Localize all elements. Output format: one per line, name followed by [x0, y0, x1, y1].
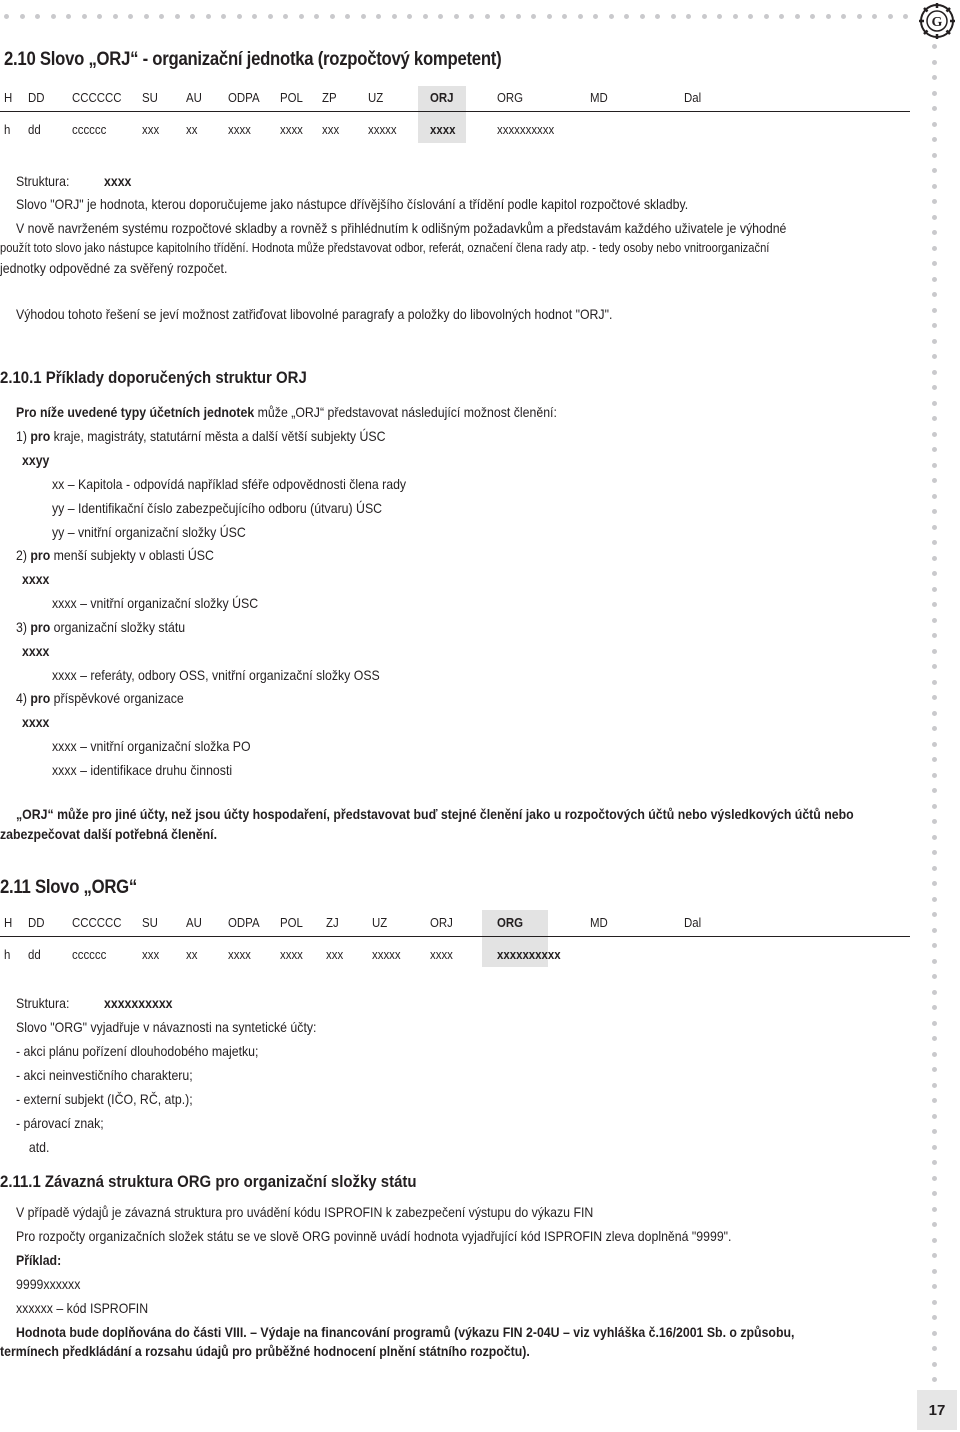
example-item-2: 2) pro menší subjekty v oblasti ÚSC: [16, 547, 214, 563]
structure-label: Struktura:: [16, 173, 70, 189]
paragraph-system-line3: jednotky odpovědné za svěřený rozpočet.: [0, 260, 228, 276]
table-cell: POL: [280, 915, 303, 930]
paragraph-orj-definition: Slovo "ORJ" je hodnota, kterou doporučujeme jako nástupce dřívějšího číslování a třídění podle kapitol rozpočtové skladby.: [16, 196, 689, 212]
isprofin-line1: V případě výdajů je závazná struktura pro uvádění kódu ISPROFIN k zabezpečení výstupu do výkazu FIN: [16, 1204, 594, 1220]
table-cell: MD: [590, 915, 608, 930]
table-cell: ODPA: [228, 915, 260, 930]
table-cell: h: [4, 122, 11, 137]
table-cell: UZ: [372, 915, 388, 930]
example-item-4: 4) pro příspěvkové organizace: [16, 690, 184, 706]
table-cell: ORG: [497, 90, 524, 105]
table-cell: dd: [28, 122, 41, 137]
table-cell: CCCCCC: [72, 90, 122, 105]
top-dotted-border: [0, 0, 915, 40]
structure-value: xxxx: [104, 173, 132, 189]
table-cell: xxxx: [430, 947, 453, 962]
example-desc: xxxxxx – kód ISPROFIN: [16, 1300, 149, 1316]
table-cell: Dal: [684, 915, 702, 930]
table-cell: SU: [142, 90, 158, 105]
example-code-2: xxxx: [22, 571, 50, 587]
paragraph-system-line1: V nově navrženém systému rozpočtové skladby a rovněž s přihlédnutím k odlišným požadavkům a představám každého uživatele je výhodné: [16, 220, 787, 236]
final-note-line1: Hodnota bude doplňována do části VIII. – Výdaje na financování programů (výkazu FIN 2-04U – viz vyhláška č.16/2001 Sb. o způsobu,: [16, 1324, 795, 1340]
table-cell: xxxx: [228, 122, 251, 137]
table-cell: ZJ: [326, 915, 339, 930]
org-bullet: - externí subjekt (IČO, RČ, atp.);: [16, 1091, 193, 1107]
example-detail: yy – Identifikační číslo zabezpečujícího odboru (útvaru) ÚSC: [52, 500, 383, 516]
table-rule: [0, 936, 910, 937]
table-cell: xxxx: [430, 122, 456, 137]
example-code-1: xxyy: [22, 452, 50, 468]
section-title-2-11-1: 2.11.1 Závazná struktura ORG pro organizační složky státu: [0, 1172, 417, 1191]
example-label: Příklad:: [16, 1252, 62, 1268]
example-item-3: 3) pro organizační složky státu: [16, 619, 186, 635]
table-cell: xxxxx: [368, 122, 397, 137]
table-cell: DD: [28, 915, 45, 930]
table-cell: xxx: [326, 947, 344, 962]
table-cell: xxxx: [228, 947, 251, 962]
example-detail: xxxx – identifikace druhu činnosti: [52, 762, 233, 778]
table-cell: ORJ: [430, 90, 454, 105]
table-cell: xxx: [142, 122, 160, 137]
table-cell: H: [4, 915, 13, 930]
table-cell: AU: [186, 90, 202, 105]
orj-note-line2: zabezpečovat další potřebná členění.: [0, 826, 218, 842]
structure-label: Struktura:: [16, 995, 70, 1011]
section-title-2-10-1: 2.10.1 Příklady doporučených struktur ORJ: [0, 368, 307, 387]
section-title-2-11: 2.11 Slovo „ORG“: [0, 877, 138, 898]
example-code-3: xxxx: [22, 643, 50, 659]
org-intro: Slovo "ORG" vyjadřuje v návaznosti na syntetické účty:: [16, 1019, 317, 1035]
example-item-1: 1) pro kraje, magistráty, statutární města a další větší subjekty ÚSC: [16, 428, 386, 444]
table-cell: POL: [280, 90, 303, 105]
table-cell: ZP: [322, 90, 337, 105]
table-cell: AU: [186, 915, 202, 930]
table-cell: ODPA: [228, 90, 260, 105]
example-code-4: xxxx: [22, 714, 50, 730]
table-cell: CCCCCC: [72, 915, 122, 930]
table-cell: Dal: [684, 90, 702, 105]
org-bullet: atd.: [22, 1139, 50, 1155]
table-cell: MD: [590, 90, 608, 105]
table-cell: ORG: [497, 915, 524, 930]
paragraph-system-line2: použít toto slovo jako nástupce kapitolního třídění. Hodnota může představovat odbor, referát, označení člena rady atp. - tedy osoby nebo vnitroorganizační: [0, 240, 770, 255]
table-cell: DD: [28, 90, 45, 105]
org-bullet: - akci neinvestičního charakteru;: [16, 1067, 193, 1083]
paragraph-advantage: Výhodou tohoto řešení se jeví možnost zatřiďovat libovolné paragrafy a položky do libovolných hodnot "ORJ".: [16, 306, 613, 322]
table-cell: xxx: [142, 947, 160, 962]
example-detail: xxxx – vnitřní organizační složky ÚSC: [52, 595, 259, 611]
table-cell: xxxx: [280, 122, 303, 137]
org-bullet: - akci plánu pořízení dlouhodobého majetku;: [16, 1043, 259, 1059]
final-note-line2: termínech předkládání a rozsahu údajů pro průběžné hodnocení plnění státního rozpočtu).: [0, 1343, 530, 1359]
table-cell: xxx: [322, 122, 340, 137]
table-cell: xxxxxxxxxx: [497, 947, 561, 962]
table-cell: xx: [186, 947, 198, 962]
table-cell: ORJ: [430, 915, 453, 930]
example-detail: xxxx – referáty, odbory OSS, vnitřní organizační složky OSS: [52, 667, 380, 683]
gear-g-logo-icon: [918, 2, 956, 40]
example-detail: xxxx – vnitřní organizační složka PO: [52, 738, 251, 754]
table-cell: xxxxx: [372, 947, 401, 962]
table-cell: xxxx: [280, 947, 303, 962]
page-number: 17: [917, 1390, 957, 1430]
table-cell: dd: [28, 947, 41, 962]
svg-text:G: G: [931, 15, 943, 30]
orj-note-line1: „ORJ“ může pro jiné účty, než jsou účty hospodaření, představovat buď stejné členění jako u rozpočtových účtů nebo výsledkových účtů nebo: [16, 806, 854, 822]
table-cell: cccccc: [72, 122, 107, 137]
table-cell: UZ: [368, 90, 384, 105]
examples-intro: Pro níže uvedené typy účetních jednotek může „ORJ“ představovat následující možnost členění:: [16, 404, 557, 420]
table-cell: xx: [186, 122, 198, 137]
section-title-2-10: 2.10 Slovo „ORJ“ - organizační jednotka (rozpočtový kompetent): [4, 49, 502, 70]
table-cell: xxxxxxxxxx: [497, 122, 555, 137]
table-cell: h: [4, 947, 11, 962]
table-cell: SU: [142, 915, 158, 930]
example-detail: xx – Kapitola - odpovídá například sféře odpovědnosti člena rady: [52, 476, 407, 492]
example-detail: yy – vnitřní organizační složky ÚSC: [52, 524, 246, 540]
structure-value: xxxxxxxxxx: [104, 995, 173, 1011]
example-value: 9999xxxxxx: [16, 1276, 81, 1292]
right-dotted-border: [930, 40, 940, 1390]
table-rule: [0, 111, 910, 112]
isprofin-line2: Pro rozpočty organizačních složek státu se ve slově ORG povinně uvádí hodnota vyjadřující kód ISPROFIN zleva doplněná "9999".: [16, 1228, 732, 1244]
org-bullet: - párovací znak;: [16, 1115, 104, 1131]
table-cell: H: [4, 90, 13, 105]
table-cell: cccccc: [72, 947, 107, 962]
